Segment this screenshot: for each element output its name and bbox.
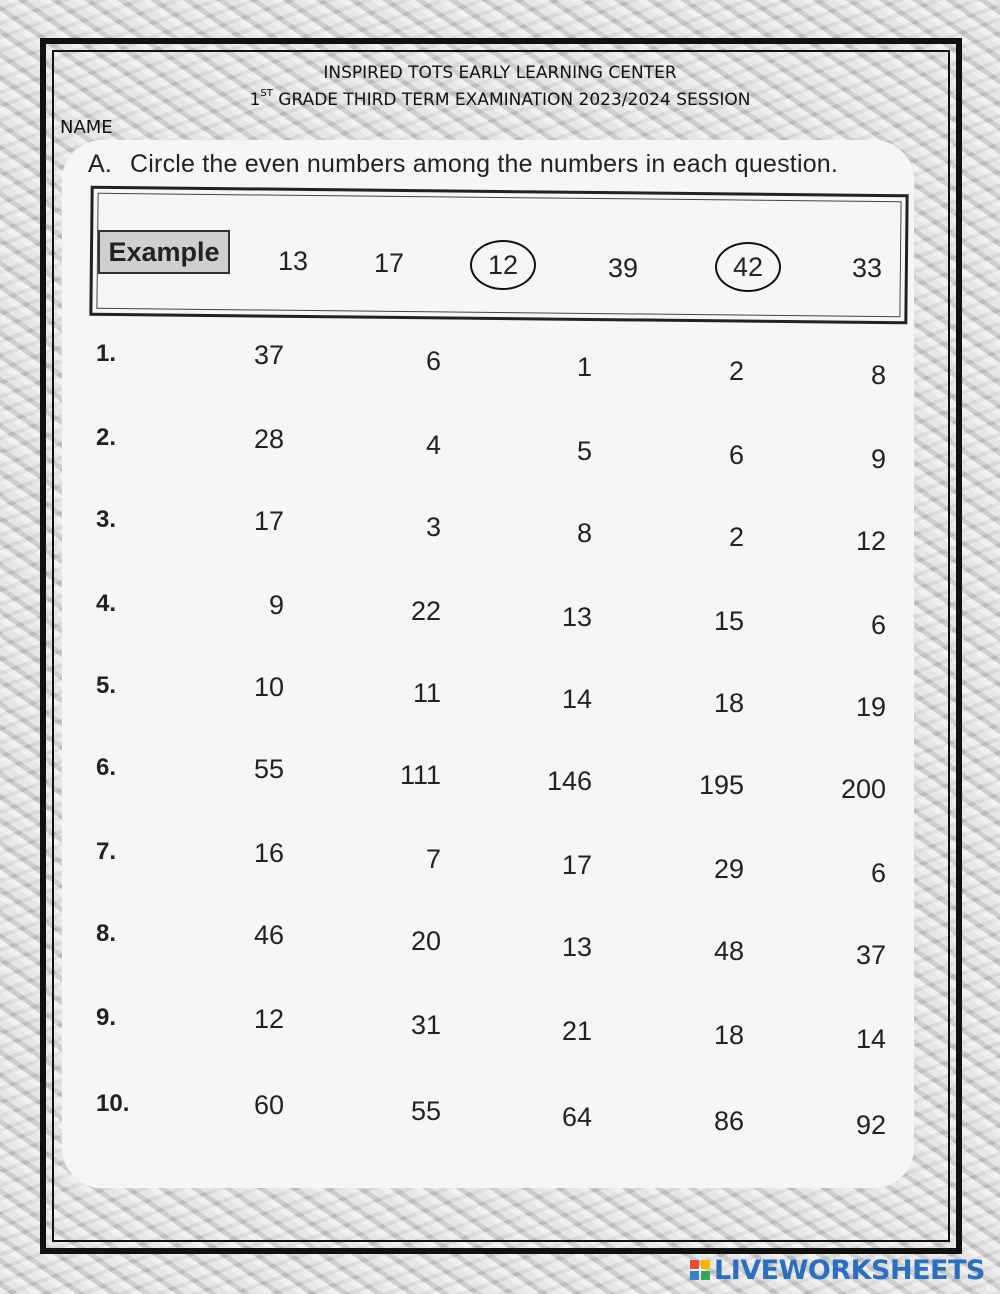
question-label: 6. [96,754,117,781]
logo-tile [690,1271,699,1280]
question-number[interactable]: 11 [412,678,441,708]
question-number[interactable]: 146 [546,766,592,796]
question-number[interactable]: 14 [855,1024,886,1054]
name-label: NAME [60,117,113,138]
logo-tile [690,1260,699,1269]
section-letter: A. [88,150,113,178]
question-number[interactable]: 13 [561,602,592,632]
question-label: 8. [96,920,117,947]
question-number[interactable]: 6 [870,610,886,640]
exam-title: GRADE THIRD TERM EXAMINATION 2023/2024 SESSION [278,90,751,110]
question-number[interactable]: 2 [728,522,744,552]
question-number[interactable]: 60 [253,1090,284,1120]
question-number[interactable]: 13 [561,932,592,962]
question-number[interactable]: 17 [561,850,592,880]
question-number[interactable]: 2 [728,356,744,386]
question-label: 9. [96,1004,117,1031]
question-number[interactable]: 16 [253,838,284,868]
example-number-circled: 12 [470,240,536,290]
question-number[interactable]: 9 [870,444,886,474]
example-number: 13 [277,245,309,276]
question-number[interactable]: 29 [713,854,744,884]
question-number[interactable]: 46 [253,920,284,950]
question-number[interactable]: 21 [561,1016,592,1046]
grade-ordinal: ST [260,88,273,100]
example-number: 33 [851,252,883,283]
example-number-circled: 42 [715,242,781,292]
question-number[interactable]: 18 [713,1020,744,1050]
section-instruction [88,150,838,179]
question-number[interactable]: 4 [425,430,441,460]
question-number[interactable]: 3 [425,512,441,542]
question-number[interactable]: 7 [425,844,441,874]
question-number[interactable]: 37 [855,940,886,970]
question-number[interactable]: 1 [576,352,592,382]
question-label: 7. [96,838,117,865]
question-number[interactable]: 200 [840,774,886,804]
exam-title-line [0,90,1000,110]
question-number[interactable]: 111 [399,760,441,790]
instruction-text: Circle the even numbers among the numbers in each question. [130,150,839,178]
question-number[interactable]: 55 [410,1096,441,1126]
liveworksheets-logo [690,1252,990,1288]
grade-number: 1 [249,90,261,110]
question-number[interactable]: 5 [576,436,592,466]
logo-tile [701,1260,710,1269]
logo-tile [701,1271,710,1280]
question-number[interactable]: 86 [713,1106,744,1136]
question-number[interactable]: 12 [855,526,886,556]
question-number[interactable]: 22 [410,596,441,626]
question-label: 5. [96,672,117,699]
question-number[interactable]: 31 [410,1010,441,1040]
logo-text: LIVEWORKSHEETS [714,1254,985,1286]
question-number[interactable]: 6 [870,858,886,888]
question-number[interactable]: 6 [425,346,441,376]
question-number[interactable]: 20 [410,926,441,956]
question-number[interactable]: 37 [253,340,284,370]
question-label: 4. [96,590,117,617]
question-label: 1. [96,340,117,367]
question-number[interactable]: 8 [870,360,886,390]
question-number[interactable]: 15 [713,606,744,636]
question-number[interactable]: 17 [253,506,284,536]
question-number[interactable]: 14 [561,684,592,714]
question-number[interactable]: 55 [253,754,284,784]
question-label: 2. [96,424,117,451]
example-number: 39 [607,252,639,283]
question-number[interactable]: 28 [253,424,284,454]
question-number[interactable]: 18 [713,688,744,718]
question-label: 10. [96,1090,130,1117]
question-number[interactable]: 10 [253,672,284,702]
question-label: 3. [96,506,117,533]
question-number[interactable]: 6 [728,440,744,470]
question-number[interactable]: 48 [713,936,744,966]
question-number[interactable]: 8 [576,518,592,548]
question-number[interactable]: 19 [855,692,886,722]
question-number[interactable]: 195 [698,770,744,800]
example-number: 17 [373,247,405,278]
question-number[interactable]: 9 [268,590,284,620]
logo-icon [690,1260,710,1280]
question-number[interactable]: 64 [561,1102,592,1132]
school-name: INSPIRED TOTS EARLY LEARNING CENTER [323,63,677,83]
example-label: Example [98,230,230,274]
question-number[interactable]: 12 [253,1004,284,1034]
question-number[interactable]: 92 [855,1110,886,1140]
